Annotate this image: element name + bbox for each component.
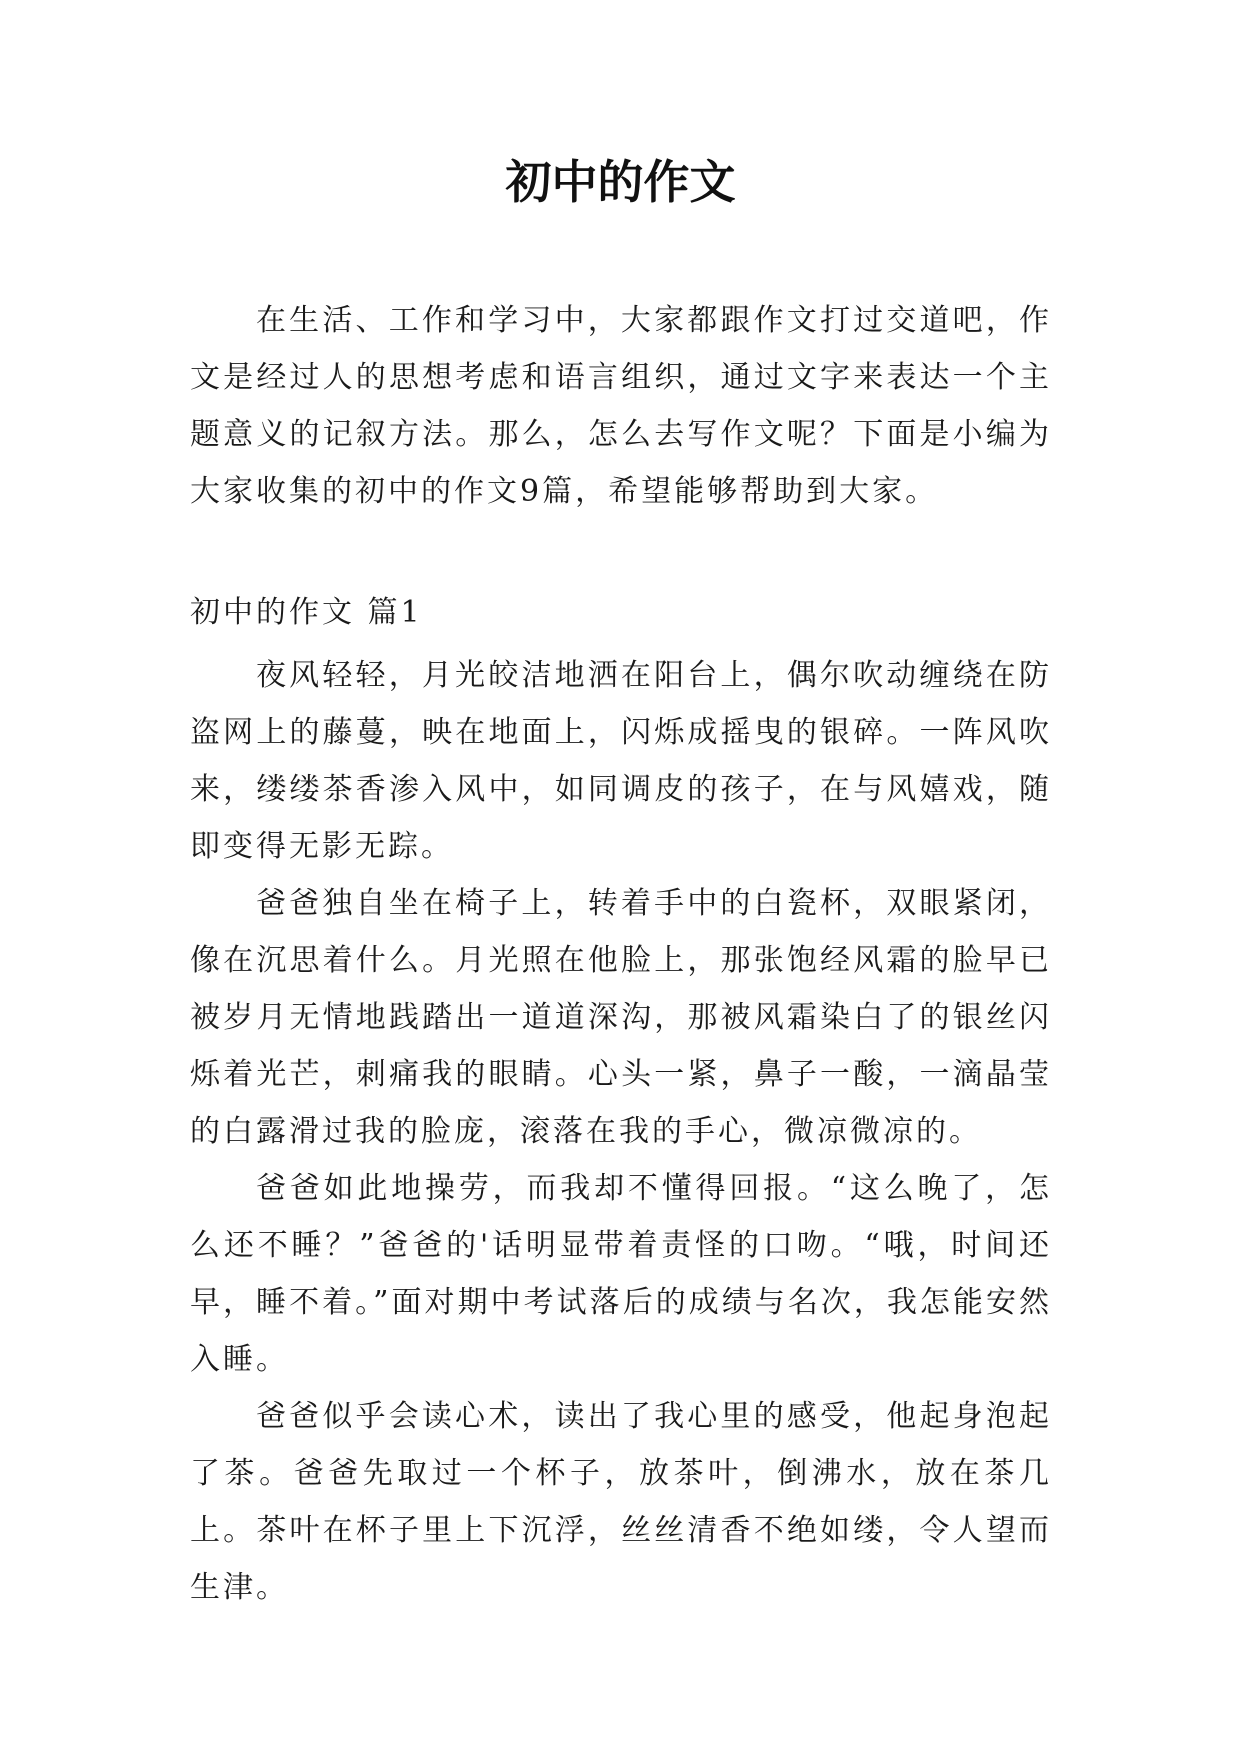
paragraph-1: 夜风轻轻，月光皎洁地洒在阳台上，偶尔吹动缠绕在防盗网上的藤蔓，映在地面上，闪烁成摇曳的银碎。一阵风吹来，缕缕茶香渗入风中，如同调皮的孩子，在与风嬉戏，随即变得无影无踪。 [190,658,1052,864]
paragraph-3: 爸爸如此地操劳，而我却不懂得回报。“这么晚了，怎么还不睡？”爸爸的'话明显带着责怪的口吻。“哦，时间还早，睡不着。”面对期中考试落后的成绩与名次，我怎能安然入睡。 [190,1171,1052,1377]
document-title: 初中的作文 [505,155,736,209]
paragraph-2: 爸爸独自坐在椅子上，转着手中的白瓷杯，双眼紧闭，像在沉思着什么。月光照在他脸上，那张饱经风霜的脸早已被岁月无情地践踏出一道道深沟，那被风霜染白了的银丝闪烁着光芒，刺痛我的眼睛。心头一紧，鼻子一酸，一滴晶莹的白露滑过我的脸庞，滚落在我的手心，微凉微凉的。 [190,886,1052,1149]
section-heading: 初中的作文 篇1 [190,595,423,630]
paragraph-4: 爸爸似乎会读心术，读出了我心里的感受，他起身泡起了茶。爸爸先取过一个杯子，放茶叶，倒沸水，放在茶几上。茶叶在杯子里上下沉浮，丝丝清香不绝如缕，令人望而生津。 [190,1399,1052,1605]
intro-paragraph: 在生活、工作和学习中，大家都跟作文打过交道吧，作文是经过人的思想考虑和语言组织，通过文字来表达一个主题意义的记叙方法。那么，怎么去写作文呢？下面是小编为大家收集的初中的作文9篇，希望能够帮助到大家。 [190,303,1052,509]
section-1 [190,584,1052,1616]
intro-block [190,292,1052,520]
